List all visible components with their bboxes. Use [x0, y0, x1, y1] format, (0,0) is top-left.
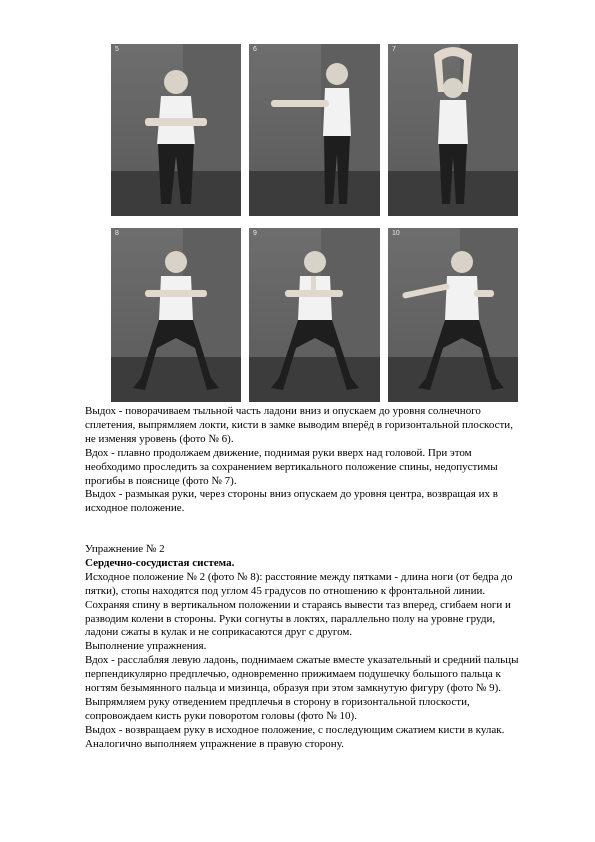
- exercise-photo-7: [388, 44, 518, 216]
- photo-number: 9: [253, 230, 257, 237]
- photo-number: 7: [392, 46, 396, 53]
- text-line: Выпрямляем руку отведением предплечья в сторону в горизонтальной плоскости,: [85, 695, 470, 708]
- text-line: сплетения, выпрямляем локти, кисти в замке выводим вперёд в горизонтальной плоскости,: [85, 418, 513, 431]
- figure-horse-stance-fingers-raised: [249, 228, 380, 402]
- text-line: ладони сжаты в кулак и не соприкасаются друг с другом.: [85, 626, 353, 639]
- text-line: ногтям безымянного пальца и мизинца, образуя при этом замкнутую фигуру (фото № 9).: [85, 682, 502, 695]
- photo-number: 10: [392, 230, 400, 237]
- text-line: Выдох - поворачиваем тыльной часть ладони вниз и опускаем до уровня солнечного: [85, 405, 481, 417]
- text-line: сопровождаем кисть руки поворотом головы (фото № 10).: [85, 709, 357, 722]
- figure-side-arms-forward: [249, 44, 380, 216]
- exercise-photo-8: [111, 228, 241, 402]
- text-line: Выдох - возвращаем руку в исходное положение, с последующим сжатием кисти в кулак.: [85, 723, 505, 736]
- exercise-photo-9: [249, 228, 380, 402]
- system-title: Сердечно-сосудистая система.: [85, 556, 235, 569]
- text-line: пятки), стопы находятся под углом 45 градусов по отношению к фронтальной линии.: [85, 584, 486, 597]
- text-line: Исходное положение № 2 (фото № 8): расстояние между пятками - длина ноги (от бедра до: [85, 570, 513, 583]
- figure-arms-overhead: [388, 44, 518, 216]
- text-line: исходное положение.: [85, 502, 185, 515]
- text-line: Выполнение упражнения.: [85, 640, 207, 653]
- text-line: прогибы в пояснице (фото № 7).: [85, 474, 237, 487]
- text-line: Вдох - расслабляя левую ладонь, поднимаем сжатые вместе указательный и средний пальцы: [85, 654, 519, 667]
- text-line: Вдох - плавно продолжаем движение, поднимая руки вверх над головой. При этом: [85, 446, 472, 459]
- photo-number: 6: [253, 46, 257, 53]
- figure-horse-stance-arm-extended: [388, 228, 518, 402]
- text-line: перпендикулярно предплечью, одновременно прижимаем подушечку большого пальца к: [85, 668, 501, 681]
- text-line: Сохраняя спину в вертикальном положении и стараясь вывести таз вперед, сгибаем ноги и: [85, 598, 511, 611]
- exercise-photo-6: [249, 44, 380, 216]
- exercise-photo-grid: [111, 44, 518, 402]
- text-line: не изменяя уровень (фото № 6).: [85, 432, 234, 445]
- exercise-photo-10: [388, 228, 518, 402]
- text-line: Выдох - размыкая руки, через стороны вниз опускаем до уровня центра, возвращая их в: [85, 488, 498, 501]
- exercise-2-section: [85, 543, 529, 752]
- exercise-1-continuation: [85, 405, 529, 516]
- figure-horse-stance-fists: [111, 228, 241, 402]
- text-line: разводим колени в стороны. Руки согнуты в локтях, параллельно полу на уровне груди,: [85, 612, 496, 625]
- exercise-photo-5: [111, 44, 241, 216]
- photo-number: 5: [115, 46, 119, 53]
- text-line: необходимо проследить за сохранением вертикального положение спины, недопустимы: [85, 460, 498, 473]
- photo-number: 8: [115, 230, 119, 237]
- exercise-title: Упражнение № 2: [85, 543, 165, 555]
- text-line: Аналогично выполняем упражнение в правую сторону.: [85, 737, 344, 750]
- figure-standing-hands-clasped: [111, 44, 241, 216]
